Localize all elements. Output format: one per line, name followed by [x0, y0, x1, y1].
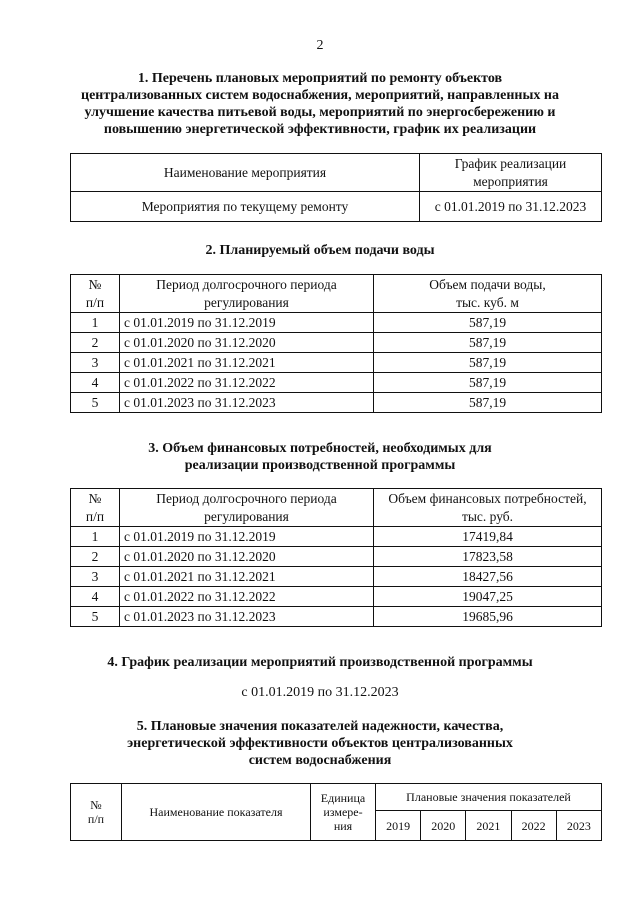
header-unit-line: ния — [333, 819, 353, 833]
row-period: с 01.01.2023 по 31.12.2023 — [120, 607, 374, 627]
section5-title — [0, 718, 640, 769]
table-row — [71, 527, 602, 547]
header-volume-line: Объем подачи воды, — [429, 276, 546, 292]
row-num: 2 — [71, 333, 120, 353]
row-value: 587,19 — [374, 393, 602, 413]
header-period — [120, 489, 374, 527]
section5-title-line: систем водоснабжения — [248, 753, 392, 768]
section1-title-line: повышению энергетической эффективности, график их реализации — [103, 122, 537, 137]
row-value: 587,19 — [374, 373, 602, 393]
header-schedule-line: График реализации — [454, 155, 567, 171]
header-year: 2019 — [376, 811, 421, 841]
header-year: 2023 — [556, 811, 601, 841]
section1-title-line: улучшение качества питьевой воды, мероприятий по энергосбережению и — [84, 105, 556, 120]
indicators-table — [70, 783, 602, 841]
header-year: 2021 — [466, 811, 511, 841]
header-finance-line: Объем финансовых потребностей, — [388, 490, 587, 506]
table-row — [71, 393, 602, 413]
section1-title-line: централизованных систем водоснабжения, мероприятий, направленных на — [81, 88, 559, 103]
row-period: с 01.01.2022 по 31.12.2022 — [120, 373, 374, 393]
table-row — [71, 587, 602, 607]
page-number: 2 — [316, 38, 324, 53]
header-volume-line: тыс. куб. м — [456, 294, 519, 310]
table-row — [71, 313, 602, 333]
section3-title — [0, 440, 640, 474]
row-period: с 01.01.2021 по 31.12.2021 — [120, 567, 374, 587]
header-finance-line: тыс. руб. — [461, 508, 514, 524]
water-volume-table — [70, 274, 602, 413]
row-period: с 01.01.2020 по 31.12.2020 — [120, 333, 374, 353]
header-num-line: п/п — [85, 294, 105, 310]
header-measure-name: Наименование мероприятия — [71, 154, 420, 192]
row-num: 3 — [71, 567, 120, 587]
table-row — [71, 547, 602, 567]
header-num-line: п/п — [85, 508, 105, 524]
measure-name: Мероприятия по текущему ремонту — [71, 192, 420, 222]
measures-table — [70, 153, 602, 222]
header-year: 2022 — [511, 811, 556, 841]
row-period: с 01.01.2023 по 31.12.2023 — [120, 393, 374, 413]
header-num-line: № — [90, 798, 102, 812]
table-row — [71, 353, 602, 373]
header-unit-line: Единица — [320, 791, 366, 805]
header-num-line: п/п — [87, 812, 105, 826]
row-num: 4 — [71, 373, 120, 393]
section2-title: 2. Планируемый объем подачи воды — [205, 243, 435, 258]
row-value: 19685,96 — [374, 607, 602, 627]
header-period-line: регулирования — [204, 294, 289, 310]
row-period: с 01.01.2022 по 31.12.2022 — [120, 587, 374, 607]
header-period-line: Период долгосрочного периода — [156, 490, 337, 506]
row-period: с 01.01.2021 по 31.12.2021 — [120, 353, 374, 373]
header-finance — [374, 489, 602, 527]
table-row — [71, 607, 602, 627]
header-year: 2020 — [421, 811, 466, 841]
section5-title-line: энергетической эффективности объектов централизованных — [127, 736, 513, 751]
header-schedule-line: мероприятия — [473, 173, 548, 189]
row-num: 5 — [71, 607, 120, 627]
row-value: 19047,25 — [374, 587, 602, 607]
row-value: 587,19 — [374, 313, 602, 333]
header-indicator-name: Наименование показателя — [122, 784, 311, 841]
header-num — [71, 489, 120, 527]
row-value: 17419,84 — [374, 527, 602, 547]
section4-period: с 01.01.2019 по 31.12.2023 — [241, 685, 399, 700]
header-schedule — [420, 154, 602, 192]
row-period: с 01.01.2019 по 31.12.2019 — [120, 527, 374, 547]
section1-title-line: 1. Перечень плановых мероприятий по ремонту объектов — [137, 71, 503, 86]
finance-table — [70, 488, 602, 627]
header-num — [71, 275, 120, 313]
row-period: с 01.01.2020 по 31.12.2020 — [120, 547, 374, 567]
header-unit-line: измере- — [323, 805, 363, 819]
section3-title-line: 3. Объем финансовых потребностей, необходимых для — [148, 441, 492, 456]
section4-title: 4. График реализации мероприятий производственной программы — [107, 655, 533, 670]
row-num: 5 — [71, 393, 120, 413]
table-row — [71, 373, 602, 393]
row-value: 587,19 — [374, 333, 602, 353]
header-period-line: Период долгосрочного периода — [156, 276, 337, 292]
header-period-line: регулирования — [204, 508, 289, 524]
header-plan-values: Плановые значения показателей — [376, 784, 602, 811]
header-num-line: № — [88, 490, 102, 506]
section5-title-line: 5. Плановые значения показателей надежности, качества, — [136, 719, 504, 734]
table-row — [71, 567, 602, 587]
row-num: 1 — [71, 527, 120, 547]
header-num — [71, 784, 122, 841]
header-unit — [311, 784, 376, 841]
section3-title-line: реализации производственной программы — [184, 458, 456, 473]
row-num: 3 — [71, 353, 120, 373]
section1-title — [0, 70, 640, 138]
row-num: 1 — [71, 313, 120, 333]
measure-schedule: с 01.01.2019 по 31.12.2023 — [420, 192, 602, 222]
table-row — [71, 333, 602, 353]
row-period: с 01.01.2019 по 31.12.2019 — [120, 313, 374, 333]
header-num-line: № — [88, 276, 102, 292]
row-value: 17823,58 — [374, 547, 602, 567]
row-num: 2 — [71, 547, 120, 567]
row-num: 4 — [71, 587, 120, 607]
header-period — [120, 275, 374, 313]
header-volume — [374, 275, 602, 313]
row-value: 587,19 — [374, 353, 602, 373]
row-value: 18427,56 — [374, 567, 602, 587]
